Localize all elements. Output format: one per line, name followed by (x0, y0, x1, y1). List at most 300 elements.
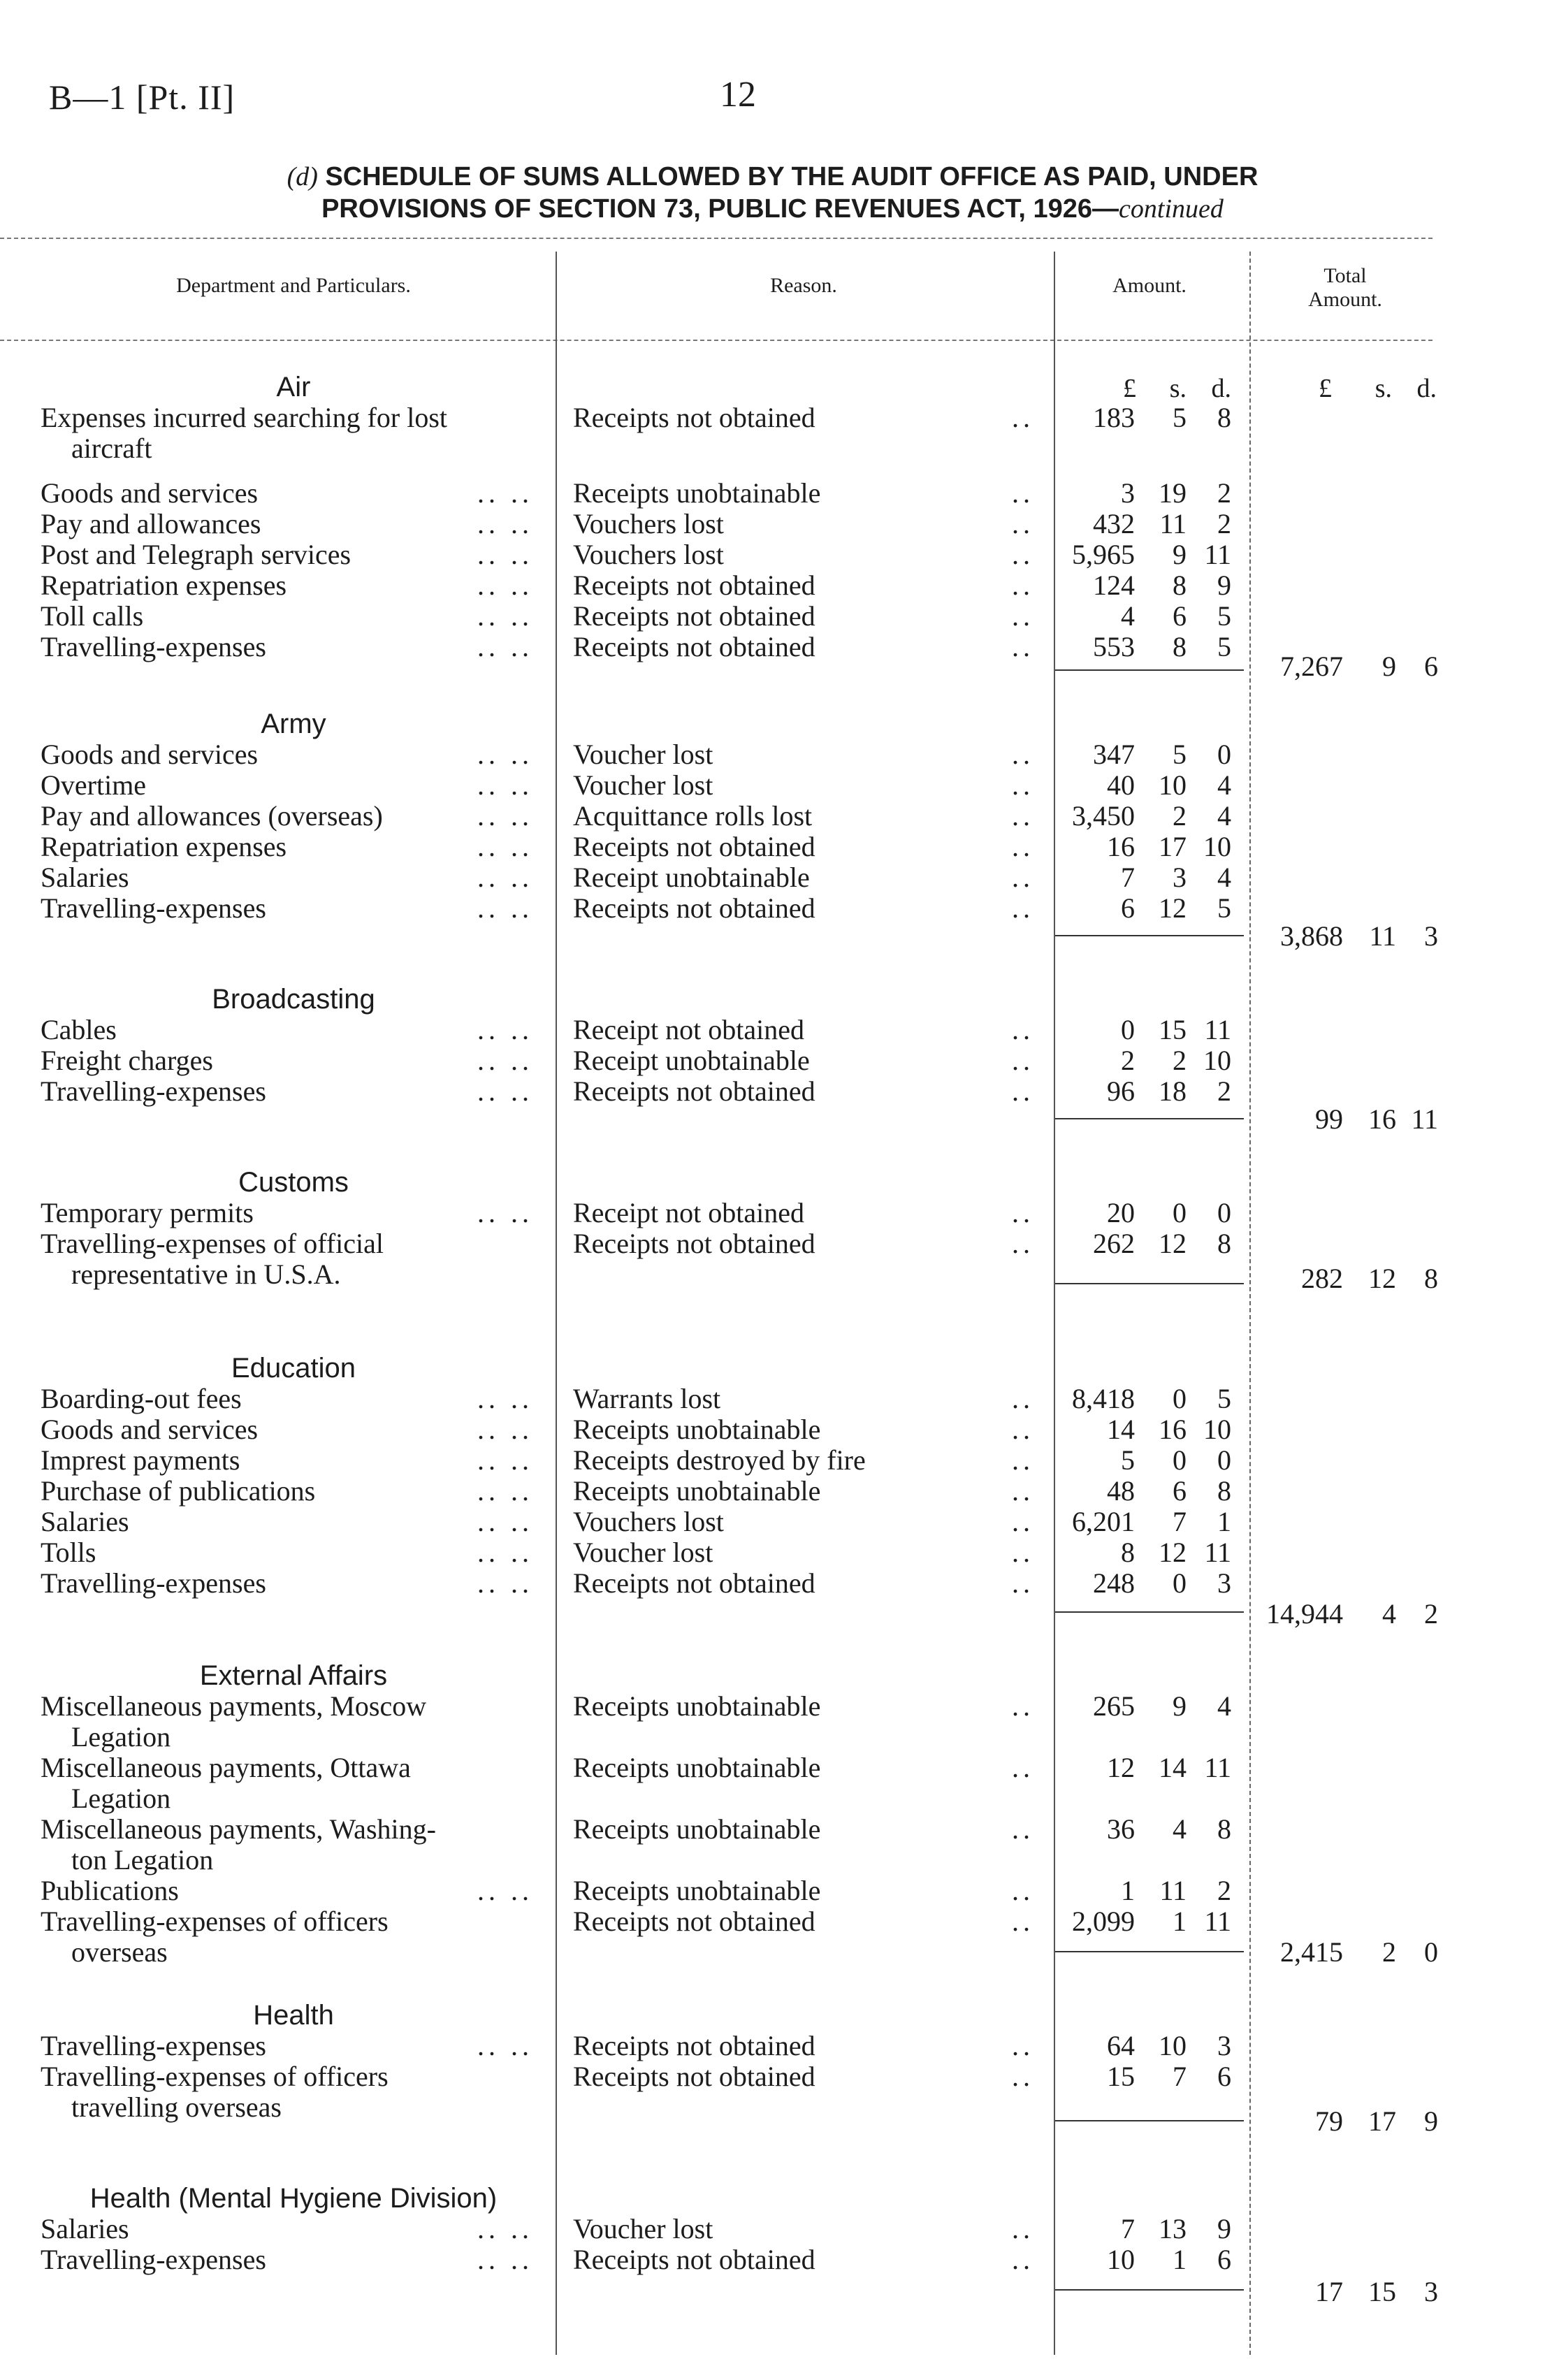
row-particular-text: Travelling-expenses (41, 1075, 266, 1107)
amount-pounds: 347 (1093, 739, 1135, 770)
leader-dots: .. (1012, 1228, 1034, 1259)
leader-dots: .. .. (477, 2030, 533, 2061)
department-heading: Army (261, 709, 326, 739)
row-particular-text: Goods and services (41, 477, 259, 509)
row-reason-text: Receipts not obtained (573, 892, 815, 924)
row-reason-text: Receipt not obtained (573, 1197, 805, 1228)
amount-pounds: 20 (1107, 1197, 1135, 1228)
row-reason-text: Receipt unobtainable (573, 862, 810, 893)
amount-pounds: 96 (1107, 1075, 1135, 1107)
leader-dots: .. .. (477, 1475, 533, 1507)
total-pence: 8 (1424, 1263, 1438, 1294)
amount-pounds: 8 (1121, 1537, 1135, 1568)
row-reason (573, 1045, 1034, 1076)
amount-pounds: 36 (1107, 1813, 1135, 1845)
total-pence: 9 (1424, 2105, 1438, 2137)
row-particular (41, 893, 533, 924)
leader-dots: .. .. (477, 508, 533, 539)
amount-pence: 6 (1217, 2061, 1231, 2092)
total-pounds: 99 (1315, 1103, 1343, 1135)
amount-pence: 9 (1217, 2213, 1231, 2244)
row-reason-text: Receipts not obtained (573, 1228, 815, 1259)
row-particular (41, 1015, 533, 1045)
row-particular (41, 862, 533, 893)
column-header-particulars: Department and Particulars. (176, 274, 411, 297)
row-reason-text: Receipt not obtained (573, 1014, 805, 1045)
amount-pence: 11 (1204, 1906, 1231, 1937)
amount-pounds: 10 (1107, 2244, 1135, 2275)
row-particular (41, 570, 533, 601)
leader-dots: .. (1012, 477, 1034, 509)
leader-dots: .. (1012, 2213, 1034, 2244)
leader-dots: .. (1012, 1475, 1034, 1507)
row-reason-text: Receipts not obtained (573, 402, 815, 433)
row-reason (573, 1228, 1034, 1259)
row-particular (41, 402, 533, 464)
amount-pounds: 4 (1121, 600, 1135, 632)
amount-pence: 3 (1217, 2030, 1231, 2061)
amount-shillings: 8 (1173, 631, 1187, 662)
department-heading: Health (253, 2000, 334, 2031)
subtotal-rule (1055, 935, 1244, 936)
column-header-total-line-2: Amount. (1308, 288, 1382, 311)
leader-dots: .. .. (477, 1197, 533, 1228)
amount-shillings: 4 (1173, 1813, 1187, 1845)
row-particular-continuation: overseas (71, 1936, 168, 1968)
row-particular (41, 832, 533, 862)
amount-pence: 0 (1217, 1197, 1231, 1228)
amount-pounds: 64 (1107, 2030, 1135, 2061)
amount-pounds: 248 (1093, 1567, 1135, 1599)
row-reason (573, 893, 1034, 924)
title-line-2 (0, 193, 1545, 225)
amount-pence: 0 (1217, 739, 1231, 770)
row-reason (573, 739, 1034, 770)
leader-dots: .. (1012, 862, 1034, 893)
amount-shillings: 14 (1159, 1752, 1187, 1783)
title-line-2-text: PROVISIONS OF SECTION 73, PUBLIC REVENUES ACT, 1926— (321, 194, 1119, 224)
leader-dots: .. .. (477, 631, 533, 662)
row-reason-text: Receipt unobtainable (573, 1045, 810, 1076)
amount-pounds: 16 (1107, 831, 1135, 862)
amount-unit-shilling: s. (1169, 374, 1187, 403)
row-reason (573, 770, 1034, 801)
amount-shillings: 6 (1173, 600, 1187, 632)
amount-pounds: 3,450 (1072, 800, 1135, 832)
amount-pence: 0 (1217, 1444, 1231, 1476)
column-header-total (1251, 264, 1439, 312)
amount-pounds: 432 (1093, 508, 1135, 539)
amount-pounds: 12 (1107, 1752, 1135, 1783)
leader-dots: .. (1012, 600, 1034, 632)
row-reason (573, 1691, 1034, 1722)
row-particular (41, 1384, 533, 1414)
row-particular-text: Tolls (41, 1537, 96, 1568)
total-pence: 6 (1424, 651, 1438, 682)
total-pence: 11 (1411, 1103, 1438, 1135)
row-particular-text: Travelling-expenses of officers (41, 2061, 389, 2092)
amount-pence: 10 (1203, 1414, 1231, 1445)
row-particular (41, 770, 533, 801)
row-reason-text: Receipts not obtained (573, 2030, 815, 2061)
amount-pounds: 7 (1121, 2213, 1135, 2244)
amount-shillings: 10 (1159, 2030, 1187, 2061)
row-reason (573, 601, 1034, 632)
row-reason (573, 1906, 1034, 1937)
title-line-1-text: SCHEDULE OF SUMS ALLOWED BY THE AUDIT OFFICE AS PAID, UNDER (325, 162, 1259, 191)
row-particular-text: Purchase of publications (41, 1475, 316, 1507)
page-number: 12 (720, 75, 756, 115)
row-particular (41, 1045, 533, 1076)
amount-pounds: 48 (1107, 1475, 1135, 1507)
row-particular (41, 1537, 533, 1568)
row-particular-text: Publications (41, 1875, 179, 1906)
amount-pounds: 5 (1121, 1444, 1135, 1476)
amount-pence: 4 (1217, 862, 1231, 893)
amount-unit-pound: £ (1123, 374, 1136, 403)
running-head: B—1 [Pt. II] (49, 78, 235, 117)
row-particular (41, 1568, 533, 1599)
leader-dots: .. .. (477, 862, 533, 893)
row-particular-text: Toll calls (41, 600, 144, 632)
title-line-1 (0, 161, 1545, 193)
leader-dots: .. (1012, 1075, 1034, 1107)
row-particular (41, 1691, 533, 1753)
leader-dots: .. .. (477, 600, 533, 632)
subtotal-rule (1055, 1611, 1244, 1613)
row-reason (573, 2061, 1034, 2092)
leader-dots: .. (1012, 892, 1034, 924)
row-particular-text: Miscellaneous payments, Ottawa (41, 1752, 411, 1783)
leader-dots: .. .. (477, 769, 533, 801)
row-reason (573, 1537, 1034, 1568)
amount-pounds: 6,201 (1072, 1506, 1135, 1537)
amount-pence: 8 (1217, 1813, 1231, 1845)
amount-shillings: 0 (1173, 1567, 1187, 1599)
leader-dots: .. (1012, 1690, 1034, 1722)
amount-shillings: 17 (1159, 831, 1187, 862)
amount-pence: 11 (1204, 1537, 1231, 1568)
total-shillings: 16 (1368, 1103, 1396, 1135)
row-reason (573, 2214, 1034, 2244)
amount-shillings: 2 (1173, 1045, 1187, 1076)
leader-dots: .. .. (477, 539, 533, 570)
column-header-total-line-1: Total (1323, 264, 1367, 287)
row-reason (573, 2244, 1034, 2275)
row-particular-text: Salaries (41, 1506, 129, 1537)
department-heading: Education (231, 1353, 356, 1384)
row-particular-text: Temporary permits (41, 1197, 254, 1228)
row-particular-continuation: ton Legation (71, 1844, 214, 1875)
amount-pounds: 183 (1093, 402, 1135, 433)
row-particular-text: Goods and services (41, 739, 259, 770)
amount-pence: 8 (1217, 1475, 1231, 1507)
amount-shillings: 12 (1159, 1537, 1187, 1568)
amount-pence: 2 (1217, 508, 1231, 539)
total-pence: 3 (1424, 920, 1438, 952)
row-particular-text: Cables (41, 1014, 117, 1045)
amount-pounds: 15 (1107, 2061, 1135, 2092)
row-reason-text: Receipts unobtainable (573, 1875, 821, 1906)
amount-shillings: 8 (1173, 569, 1187, 601)
total-shillings: 4 (1382, 1598, 1396, 1630)
amount-shillings: 12 (1159, 1228, 1187, 1259)
amount-shillings: 1 (1173, 1906, 1187, 1937)
leader-dots: .. .. (477, 569, 533, 601)
leader-dots: .. (1012, 831, 1034, 862)
department-heading: External Affairs (199, 1660, 388, 1691)
leader-dots: .. (1012, 800, 1034, 832)
row-reason (573, 402, 1034, 433)
row-particular-text: Expenses incurred searching for lost (41, 402, 448, 433)
row-reason-text: Receipts not obtained (573, 1906, 815, 1937)
leader-dots: .. .. (477, 1506, 533, 1537)
total-pounds: 17 (1315, 2276, 1343, 2307)
amount-pence: 2 (1217, 1075, 1231, 1107)
amount-pence: 11 (1204, 539, 1231, 570)
leader-dots: .. (1012, 1045, 1034, 1076)
row-particular (41, 1507, 533, 1537)
row-reason (573, 539, 1034, 570)
row-reason-text: Receipts unobtainable (573, 1752, 821, 1783)
amount-shillings: 11 (1159, 1875, 1187, 1906)
row-reason-text: Voucher lost (573, 739, 713, 770)
row-reason-text: Receipts destroyed by fire (573, 1444, 866, 1476)
row-particular (41, 801, 533, 832)
amount-pence: 11 (1204, 1752, 1231, 1783)
row-particular-text: Travelling-expenses of officers (41, 1906, 389, 1937)
subtotal-rule (1055, 669, 1244, 671)
amount-pence: 4 (1217, 800, 1231, 832)
amount-pence: 2 (1217, 1875, 1231, 1906)
amount-pence: 5 (1217, 600, 1231, 632)
row-reason-text: Receipts not obtained (573, 2244, 815, 2275)
row-particular-continuation: travelling overseas (71, 2091, 282, 2123)
row-reason-text: Receipts not obtained (573, 831, 815, 862)
row-reason (573, 1753, 1034, 1783)
leader-dots: .. (1012, 569, 1034, 601)
leader-dots: .. .. (477, 1567, 533, 1599)
row-particular (41, 539, 533, 570)
row-reason (573, 1015, 1034, 1045)
row-reason-text: Voucher lost (573, 1537, 713, 1568)
total-shillings: 15 (1368, 2276, 1396, 2307)
row-particular-text: Overtime (41, 769, 147, 801)
total-pounds: 3,868 (1280, 920, 1343, 952)
leader-dots: .. .. (477, 892, 533, 924)
row-particular (41, 1076, 533, 1107)
leader-dots: .. (1012, 1537, 1034, 1568)
leader-dots: .. .. (477, 1383, 533, 1414)
row-reason (573, 801, 1034, 832)
amount-shillings: 15 (1159, 1014, 1187, 1045)
total-unit-pound: £ (1319, 374, 1332, 403)
amount-shillings: 13 (1159, 2213, 1187, 2244)
leader-dots: .. (1012, 402, 1034, 433)
amount-shillings: 11 (1159, 508, 1187, 539)
total-shillings: 2 (1382, 1936, 1396, 1968)
total-pounds: 2,415 (1280, 1936, 1343, 1968)
amount-shillings: 2 (1173, 800, 1187, 832)
subtotal-rule (1055, 2120, 1244, 2121)
row-reason (573, 1476, 1034, 1507)
row-reason-text: Receipts unobtainable (573, 1475, 821, 1507)
department-heading: Customs (238, 1167, 349, 1198)
row-particular (41, 2031, 533, 2061)
leader-dots: .. (1012, 2030, 1034, 2061)
amount-pence: 9 (1217, 569, 1231, 601)
row-reason-text: Voucher lost (573, 769, 713, 801)
amount-shillings: 9 (1173, 1690, 1187, 1722)
amount-pence: 4 (1217, 769, 1231, 801)
row-reason-text: Receipts not obtained (573, 631, 815, 662)
row-reason (573, 632, 1034, 662)
amount-pounds: 3 (1121, 477, 1135, 509)
amount-shillings: 7 (1173, 1506, 1187, 1537)
row-reason (573, 1507, 1034, 1537)
row-reason (573, 478, 1034, 509)
row-reason-text: Warrants lost (573, 1383, 721, 1414)
row-particular-text: Goods and services (41, 1414, 259, 1445)
row-particular (41, 1445, 533, 1476)
row-particular-text: Travelling-expenses (41, 631, 266, 662)
row-particular-text: Imprest payments (41, 1444, 240, 1476)
row-reason (573, 1384, 1034, 1414)
amount-pence: 3 (1217, 1567, 1231, 1599)
row-reason-text: Receipts not obtained (573, 2061, 815, 2092)
column-header-reason: Reason. (770, 274, 837, 297)
row-reason-text: Receipts unobtainable (573, 477, 821, 509)
amount-shillings: 0 (1173, 1383, 1187, 1414)
amount-pence: 5 (1217, 892, 1231, 924)
row-particular-text: Freight charges (41, 1045, 213, 1076)
row-particular (41, 601, 533, 632)
row-particular (41, 632, 533, 662)
amount-shillings: 10 (1159, 769, 1187, 801)
total-pence: 2 (1424, 1598, 1438, 1630)
leader-dots: .. .. (477, 477, 533, 509)
leader-dots: .. .. (477, 1014, 533, 1045)
amount-pence: 6 (1217, 2244, 1231, 2275)
total-unit-shilling: s. (1374, 374, 1392, 403)
leader-dots: .. (1012, 1567, 1034, 1599)
row-particular (41, 2244, 533, 2275)
amount-pounds: 265 (1093, 1690, 1135, 1722)
row-reason-text: Receipts not obtained (573, 569, 815, 601)
amount-unit-pence: d. (1211, 374, 1231, 403)
row-particular-text: Travelling-expenses (41, 2030, 266, 2061)
leader-dots: .. .. (477, 800, 533, 832)
department-heading: Air (276, 372, 311, 402)
amount-pounds: 6 (1121, 892, 1135, 924)
row-reason-text: Receipts unobtainable (573, 1414, 821, 1445)
row-particular (41, 1814, 533, 1875)
row-particular-text: Salaries (41, 2213, 129, 2244)
row-reason-text: Receipts not obtained (573, 600, 815, 632)
row-particular (41, 2214, 533, 2244)
leader-dots: .. (1012, 1014, 1034, 1045)
row-particular (41, 1228, 533, 1290)
leader-dots: .. .. (477, 1537, 533, 1568)
row-reason-text: Receipts not obtained (573, 1567, 815, 1599)
row-particular (41, 1906, 533, 1968)
leader-dots: .. (1012, 739, 1034, 770)
total-pounds: 14,944 (1266, 1598, 1343, 1630)
leader-dots: .. (1012, 539, 1034, 570)
amount-pence: 10 (1203, 1045, 1231, 1076)
subtotal-rule (1055, 1283, 1244, 1284)
row-particular-text: Boarding-out fees (41, 1383, 242, 1414)
row-reason (573, 1076, 1034, 1107)
row-particular (41, 1753, 533, 1814)
leader-dots: .. (1012, 1906, 1034, 1937)
row-particular (41, 1476, 533, 1507)
amount-pence: 11 (1204, 1014, 1231, 1045)
amount-shillings: 6 (1173, 1475, 1187, 1507)
leader-dots: .. .. (477, 2213, 533, 2244)
total-shillings: 17 (1368, 2105, 1396, 2137)
leader-dots: .. (1012, 1813, 1034, 1845)
row-reason (573, 1875, 1034, 1906)
amount-pence: 4 (1217, 1690, 1231, 1722)
row-particular (41, 2061, 533, 2123)
row-particular (41, 1414, 533, 1445)
amount-pence: 5 (1217, 1383, 1231, 1414)
schedule-title (0, 161, 1545, 225)
row-particular-continuation: aircraft (71, 433, 152, 464)
row-reason (573, 570, 1034, 601)
total-pounds: 79 (1315, 2105, 1343, 2137)
amount-pounds: 553 (1093, 631, 1135, 662)
row-reason-text: Vouchers lost (573, 1506, 724, 1537)
row-reason-text: Receipts unobtainable (573, 1690, 821, 1722)
amount-shillings: 18 (1159, 1075, 1187, 1107)
subtotal-rule (1055, 1118, 1244, 1119)
amount-shillings: 5 (1173, 739, 1187, 770)
amount-shillings: 1 (1173, 2244, 1187, 2275)
amount-pounds: 40 (1107, 769, 1135, 801)
amount-pounds: 262 (1093, 1228, 1135, 1259)
amount-pence: 1 (1217, 1506, 1231, 1537)
row-reason (573, 1568, 1034, 1599)
title-prefix: (d) (286, 162, 318, 191)
row-particular-text: Pay and allowances (overseas) (41, 800, 383, 832)
subtotal-rule (1055, 2289, 1244, 2291)
row-particular-text: Travelling-expenses (41, 1567, 266, 1599)
leader-dots: .. (1012, 1506, 1034, 1537)
amount-shillings: 19 (1159, 477, 1187, 509)
row-particular (41, 478, 533, 509)
row-particular-text: Travelling-expenses (41, 2244, 266, 2275)
leader-dots: .. .. (477, 2244, 533, 2275)
leader-dots: .. (1012, 508, 1034, 539)
amount-pounds: 2,099 (1072, 1906, 1135, 1937)
total-pounds: 7,267 (1280, 651, 1343, 682)
amount-pounds: 14 (1107, 1414, 1135, 1445)
row-reason (573, 509, 1034, 539)
header-top-rule (0, 238, 1432, 239)
row-reason-text: Vouchers lost (573, 508, 724, 539)
row-particular-text: Travelling-expenses (41, 892, 266, 924)
leader-dots: .. .. (477, 1444, 533, 1476)
leader-dots: .. (1012, 1383, 1034, 1414)
leader-dots: .. .. (477, 1875, 533, 1906)
amount-pounds: 2 (1121, 1045, 1135, 1076)
header-bottom-rule (0, 340, 1432, 341)
row-particular (41, 739, 533, 770)
leader-dots: .. (1012, 1444, 1034, 1476)
leader-dots: .. (1012, 2061, 1034, 2092)
